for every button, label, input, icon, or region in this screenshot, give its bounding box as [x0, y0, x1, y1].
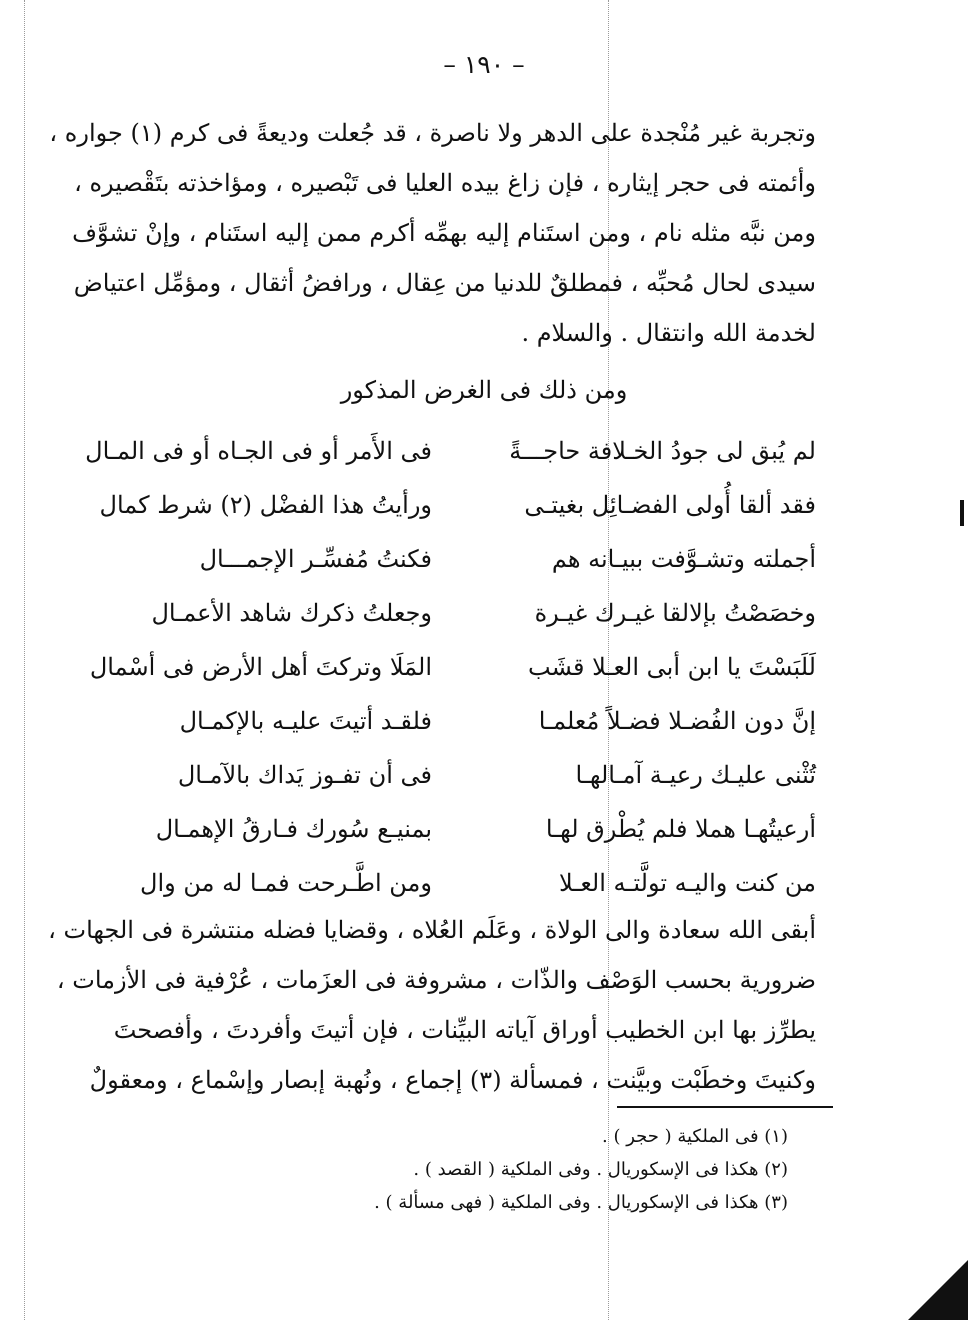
verse-second-hemistich: فلقـد أتيتَ عليـه بالإكمـال — [179, 707, 432, 735]
verse — [92, 748, 816, 802]
scan-margin-dots — [24, 0, 25, 1320]
verse-first-hemistich: لم يُبق لى جودُ الخـلافة حاجـــةً — [509, 437, 816, 465]
verse-second-hemistich: بمنيـع سُورك فـارقُ الإهمـال — [155, 815, 432, 843]
verse-first-hemistich: أجملته وتشـوَّفت ببيـانه هم — [551, 545, 816, 573]
paragraph-line: ومن نبَّه مثله نام ، ومن استَنام إليه بهمِّه أكرم ممن إليه استَنام ، وإنْ تشوَّف — [72, 219, 816, 247]
poem — [85, 424, 816, 910]
verse — [92, 532, 816, 586]
paragraph-line: وتجربة غير مُنْجدة على الدهر ولا ناصرة ، قد جُعلت وديعةً فى كرم (١) جواره ، — [49, 119, 816, 147]
verse-first-hemistich: أرعيتُهـا هملا فلم يُطْرق لهـا — [545, 815, 816, 843]
verse — [92, 478, 816, 532]
verse-first-hemistich: من كنت واليـه تولَّتـه العـلا — [558, 869, 816, 897]
section-heading: ومن ذلك فى الغرض المذكور — [340, 376, 628, 404]
footnote: (١) فى الملكية ( حجر ) . — [602, 1126, 788, 1147]
verse-second-hemistich: ورأيتُ هذا الفضْل (٢) شرط كمال — [99, 491, 432, 519]
verse-second-hemistich: فى أن تفـوز يَداك بالآمـال — [177, 761, 432, 789]
verse — [85, 424, 816, 478]
paragraph-line: وأئمته فى حجر إيثاره ، فإن زاغ بيده العليا فى تَبْصيره ، ومؤاخذته بتَقْصيره ، — [74, 169, 816, 197]
verse — [92, 802, 816, 856]
verse-first-hemistich: لَلَبَسْتَ يا ابن أبى العـلا قشَب — [528, 653, 816, 681]
footnote: (٢) هكذا فى الإسكوريال . وفى الملكية ( القصد ) . — [413, 1159, 788, 1180]
verse-second-hemistich: وجعلتُ ذكرك شاهد الأعمـال — [151, 599, 432, 627]
paragraph-line: وكنيتَ وخطَبْت وبيَّنت ، فمسألة (٣) إجماع ، ونُهبة إبصار وإسْماع ، ومعقولٌ — [89, 1066, 816, 1094]
verse — [92, 694, 816, 748]
verse-first-hemistich: تُثْنى عليـك رعيـة آمـالهـا — [575, 761, 816, 789]
paragraph-bottom — [48, 905, 816, 1105]
verse-first-hemistich: وخصَصْتُ بإلالقا غيـرك غيـرة — [534, 599, 816, 627]
footnote: (٣) هكذا فى الإسكوريال . وفى الملكية ( فهى مسألة ) . — [374, 1192, 788, 1213]
paragraph-top — [49, 108, 816, 358]
verse-first-hemistich: فقد ألقا أُولى الفضـائِل بغيتـى — [524, 491, 816, 519]
page-number: – ١٩٠ – — [443, 50, 525, 79]
verse-second-hemistich: فى الأَمر أو فى الجـاه أو فى المـال — [85, 437, 432, 465]
verse — [92, 856, 816, 910]
scan-edge-mark — [960, 500, 964, 526]
verse — [92, 586, 816, 640]
verse — [89, 640, 816, 694]
paragraph-line: يطرِّز بها ابن الخطيب أوراق آياته البيِّنات ، فإن أتيتَ وأفردتَ ، وأفصحتَ — [113, 1016, 816, 1044]
verse-second-hemistich: ومن اطَّـرحت فمـا له من وال — [140, 869, 432, 897]
footnotes — [374, 1120, 788, 1219]
footnote-divider — [617, 1106, 833, 1108]
paragraph-line: أبقى الله سعادة والى الولاة ، وعَلَم العُلاه ، وقضايا فضله منتشرة فى الجهات ، — [48, 916, 816, 944]
verse-second-hemistich: المَلَا وتركتَ أهل الأرض فى أسْمال — [89, 653, 432, 681]
page-corner-shadow — [908, 1260, 968, 1320]
paragraph-line: لخدمة الله وانتقال . والسلام . — [521, 319, 816, 347]
paragraph-line: ضرورية بحسب الوَصْف والذّات ، مشروفة فى العزَمات ، عُرْفية فى الأزمات ، — [56, 966, 816, 994]
verse-first-hemistich: إنَّ دون الفُضـلا فضـلاً مُعلمـا — [538, 707, 816, 735]
paragraph-line: سيدى لحال مُحبِّه ، فمطلقٌ للدنيا من عِقال ، ورافضُ أثقال ، ومؤمِّل اعتياض — [73, 269, 816, 297]
verse-second-hemistich: فكنتُ مُفسِّـر الإجمـــال — [199, 545, 432, 573]
